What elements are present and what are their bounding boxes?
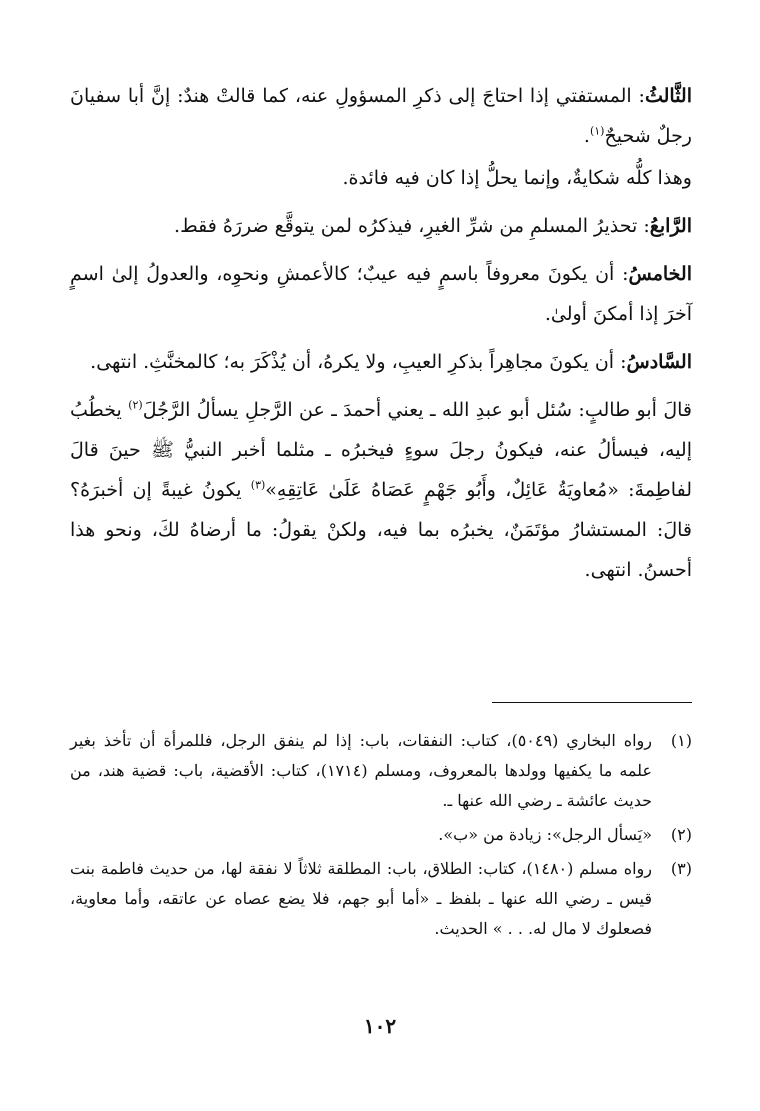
paragraph-fourth-text: : تحذيرُ المسلمِ من شرِّ الغيرِ، فيذكرُه لمن يتوقَّع ضررَهُ فقط. xyxy=(174,215,650,237)
paragraph-sixth xyxy=(70,342,692,382)
term-fourth: الرَّابعُ xyxy=(649,215,692,237)
paragraph-third-text: : المستفتي إذا احتاجَ إلى ذكرِ المسؤولِ عنه، كما قالتْ هندٌ: إنَّ أبا سفيانَ رجلٌ شحيحٌ xyxy=(70,85,692,147)
paragraph-abu-talib-part2: يخطُبُ إليه، فيسألُ عنه، فيكونُ رجلَ سوءٍ فيخبرُه ـ مثلما أخبر النبيُّ ﷺ حينَ قالَ لفاطِمةَ: «مُعاويَةُ عَائِلٌ، وأَبُو جَهْمٍ عَصَاهُ عَلَىٰ عَاتِقِهِ» xyxy=(70,399,692,501)
paragraph-abu-talib-part3: يكونُ غيبةً إن أخبرَهُ؟ قالَ: المستشارُ مؤتَمَنٌ، يخبرُه بما فيه، ولكنْ يقولُ: ما أرضاهُ لكَ، ونحو هذا أحسنُ. انتهى. xyxy=(70,479,692,581)
main-text xyxy=(70,76,692,598)
footnote-separator xyxy=(492,702,692,703)
paragraph-fifth-text: : أن يكونَ معروفاً باسمٍ فيه عيبٌ؛ كالأعمشِ ونحوِه، والعدولُ إلىٰ اسمٍ آخرَ إذا أمكنَ أولىٰ. xyxy=(70,263,692,325)
footnote-ref-2: (٢) xyxy=(128,398,143,412)
footnote-ref-1: (١) xyxy=(589,124,605,138)
footnote-text: «يَسأل الرجل»: زيادة من «ب». xyxy=(438,825,652,844)
paragraph-abu-talib-part1: قالَ أبو طالبٍ: سُئل أبو عبدِ الله ـ يعني أحمدَ ـ عن الرَّجلِ يسألُ الرَّجُلَ xyxy=(142,399,692,421)
footnote-1 xyxy=(70,726,692,816)
footnote-2 xyxy=(70,820,692,850)
paragraph-third-end: . xyxy=(583,125,590,147)
footnote-ref-3: (٣) xyxy=(250,478,266,492)
paragraph-third-continued: وهذا كلُّه شكايةٌ، وإنما يحلُّ إذا كان فيه فائدة. xyxy=(342,167,692,189)
footnote-text: رواه مسلم (١٤٨٠)، كتاب: الطلاق، باب: المطلقة ثلاثاً لا نفقة لها، من حديث فاطمة بنت قيس ـ رضي الله عنها ـ بلفظ ـ «أما أبو جهم، فلا يضع عصاه عن عاتقه، وأما معاوية، فصعلوك لا مال له. . . » الحديث. xyxy=(70,859,653,938)
paragraph-abu-talib xyxy=(70,390,692,590)
footnotes xyxy=(70,726,692,948)
term-fifth: الخامسُ xyxy=(628,263,692,285)
footnote-number: (٢) xyxy=(670,825,692,844)
footnote-number: (١) xyxy=(670,731,692,750)
footnote-number: (٣) xyxy=(670,859,692,878)
paragraph-fifth xyxy=(70,254,692,334)
footnote-text: رواه البخاري (٥٠٤٩)، كتاب: النفقات، باب: إذا لم ينفق الرجل، فللمرأة أن تأخذ بغير علمه ما يكفيها وولدها بالمعروف، ومسلم (١٧١٤)، كتاب: الأقضية، باب: قضية هند، من حديث عائشة ـ رضي الله عنها ـ. xyxy=(70,731,653,810)
footnote-3 xyxy=(70,854,692,944)
paragraph-fourth xyxy=(70,206,692,246)
term-sixth: السَّادسُ xyxy=(626,351,692,373)
term-third: الثَّالثُ xyxy=(644,85,692,107)
paragraph-third xyxy=(70,76,692,156)
page-number: ١٠٢ xyxy=(363,1014,397,1038)
paragraph-sixth-text: : أن يكونَ مجاهِراً بذكرِ العيبِ، ولا يكرهُ، أن يُذْكَرَ به؛ كالمخنَّثِ. انتهى. xyxy=(90,351,627,373)
